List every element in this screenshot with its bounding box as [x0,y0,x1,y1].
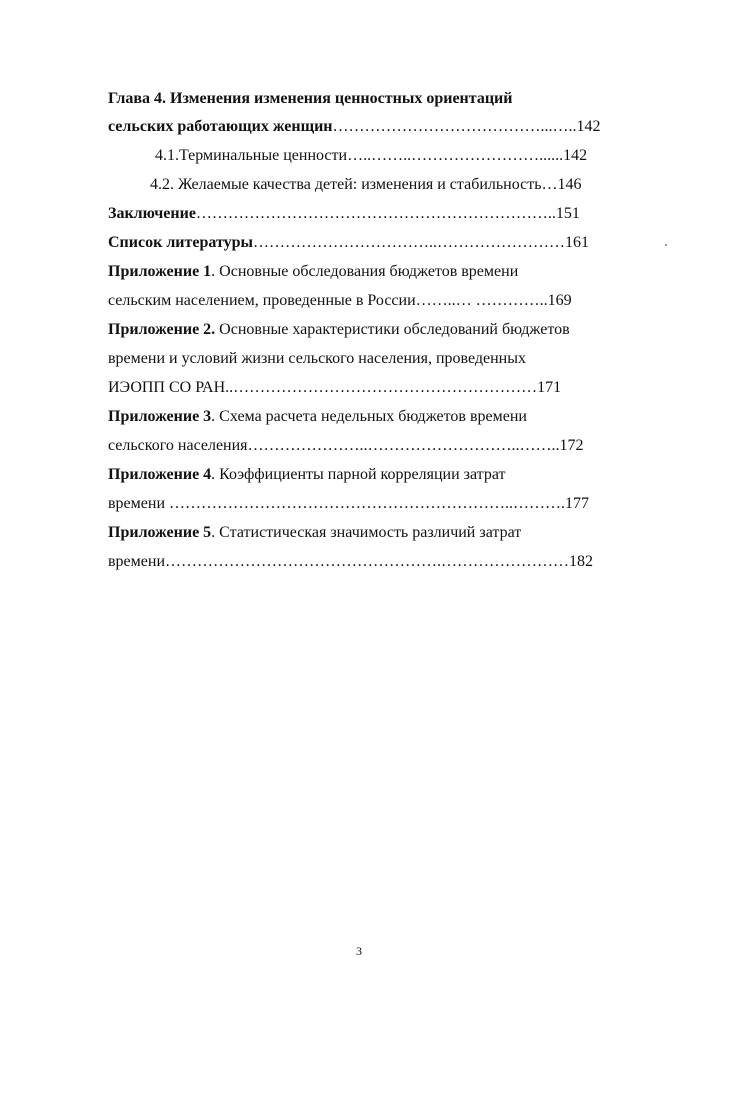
toc-appendix4-line2 [108,494,589,514]
toc-appendix5-title: . Статистическая значимость различий затрат [211,524,522,541]
toc-leader: … [541,176,558,193]
toc-page-number: 142 [563,147,588,164]
toc-page-number: 172 [559,437,584,454]
toc-leader: ……………………………..…………………… [253,234,565,251]
toc-appendix4-label: Приложение 4 [108,466,212,483]
toc-appendix1-title-cont: сельским населением, проведенные в России……..… ………….. [108,292,548,309]
toc-appendix3-line2 [108,436,584,456]
toc-page-number: 161 [565,234,589,251]
toc-appendix1-label: Приложение 1 [108,263,212,280]
toc-conclusion [108,204,580,224]
toc-leader: ………………………………………………………….. [195,205,556,222]
toc-appendix2-title-cont: времени и условий жизни сельского населения, проведенных [108,350,526,367]
toc-appendix5-line1 [108,523,521,543]
toc-appendix4-title-cont: времени ………………………………………………………..………. [108,495,566,512]
toc-page-number: 169 [547,292,572,309]
toc-appendix3-title: . Схема расчета недельных бюджетов времени [211,408,527,425]
toc-appendix3-title-cont: сельского населения…………………..………………………..…….. [108,437,560,454]
toc-appendix5-line2 [108,552,593,572]
toc-section-title: 4.2. Желаемые качества детей: изменения и стабильность [150,176,542,193]
toc-appendix1-title: . Основные обследования бюджетов времени [211,263,519,280]
toc-appendix2-label: Приложение 2. [108,321,216,338]
page-number: 3 [356,944,362,958]
toc-section-4-2 [150,175,582,195]
toc-leader: …………………………………...….. [332,118,577,135]
toc-chapter4-title: Глава 4. Изменения изменения ценностных ориентаций [108,90,513,107]
toc-leader: …..……..……………………...... [347,147,564,164]
toc-page-number: 151 [555,205,580,222]
toc-appendix2-line2 [108,349,526,369]
toc-appendix2-line1 [108,320,570,340]
toc-section-title: 4.1.Терминальные ценности [155,147,348,164]
toc-appendix1-line1 [108,262,518,282]
toc-page-number: 177 [565,495,590,512]
toc-section-4-1 [155,146,587,166]
toc-appendix1-line2 [108,291,572,311]
toc-appendix4-line1 [108,465,506,485]
toc-bibliography-title: Список литературы [108,234,253,251]
toc-appendix2-title-cont2: ИЭОПП СО РАН..………………………………………………… [108,379,538,396]
toc-chapter4-title-cont: сельских работающих женщин [108,118,333,135]
toc-appendix5-title-cont: времени…………………………………………….…………………… [108,553,570,570]
toc-chapter4-line2 [108,117,601,137]
toc-appendix3-line1 [108,407,527,427]
toc-chapter4-line1 [108,89,512,109]
toc-conclusion-title: Заключение [108,205,196,222]
toc-appendix3-label: Приложение 3 [108,408,212,425]
toc-page-number: 171 [537,379,562,396]
toc-page-number: 146 [557,176,582,193]
toc-page-number: 142 [576,118,601,135]
toc-appendix4-title: . Коэффициенты парной корреляции затрат [211,466,506,483]
toc-appendix2-line3 [108,378,561,398]
toc-bibliography [108,233,589,253]
scan-speck [665,244,667,246]
toc-appendix2-title: Основные характеристики обследований бюджетов [215,321,570,338]
toc-page-number: 182 [569,553,594,570]
toc-appendix5-label: Приложение 5 [108,524,212,541]
